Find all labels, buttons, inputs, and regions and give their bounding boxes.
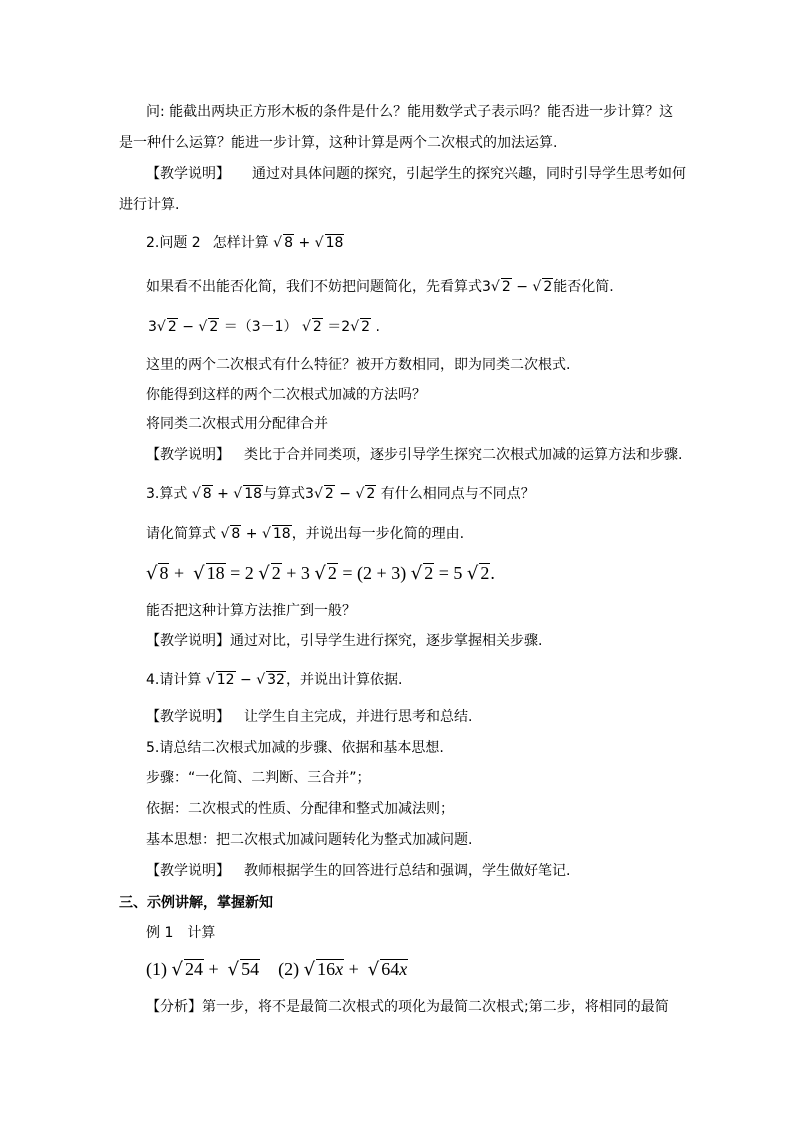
basis-line: 依据：二次根式的性质、分配律和整式加减法则；	[146, 801, 454, 817]
plus-sign: +	[245, 526, 258, 542]
sqrt-8: √ 8	[273, 235, 294, 251]
teaching-note-1	[146, 164, 686, 184]
note-tag: 【教学说明】	[146, 166, 230, 182]
plus-sign: +	[208, 959, 219, 979]
sqrt-18: √ 18	[193, 563, 225, 584]
sqrt-18: √ 18	[314, 235, 344, 251]
sqrt-2: √ 2	[490, 279, 511, 295]
plus-sign: +	[217, 486, 229, 502]
plus-sign: +	[173, 563, 185, 583]
note-tag: 【教学说明】	[146, 709, 230, 725]
question-2-label: 2.问题 2	[146, 235, 201, 251]
sqrt-8: √ 8	[146, 563, 169, 584]
minus-sign: −	[182, 319, 194, 335]
sqrt-54: √ 54	[227, 959, 260, 980]
teaching-note-2	[146, 445, 682, 465]
minus-sign: −	[516, 279, 528, 295]
note-text: 通过对具体问题的探究，引起学生的探究兴趣，同时引导学生思考如何	[252, 166, 686, 182]
question-line-2: 是一种什么运算？能进一步计算，这种计算是两个二次根式的加法运算.	[119, 135, 558, 151]
teaching-note-4	[146, 707, 472, 727]
equals-2: = 2	[230, 563, 254, 583]
note-text: 教师根据学生的回答进行总结和强调，学生做好笔记.	[244, 863, 571, 879]
sqrt-18: √ 18	[261, 526, 291, 542]
sqrt-2: √ 2	[466, 563, 490, 584]
feature-text: 这里的两个二次根式有什么特征？被开方数相同，即为同类二次根式.	[146, 357, 571, 373]
sqrt-8: √ 8	[191, 486, 212, 502]
question-4	[146, 670, 402, 690]
section-heading: 三、示例讲解，掌握新知	[119, 895, 273, 911]
sqrt-18: √ 18	[233, 486, 263, 502]
sqrt-2: √ 2	[314, 563, 337, 584]
question-3	[146, 484, 535, 504]
example-1-expressions	[146, 956, 408, 983]
part-2-label: (2)	[278, 959, 300, 979]
steps-line: 步骤：“一化简、二判断、三合并”；	[146, 770, 371, 786]
analysis-tag: 【分析】	[146, 999, 202, 1015]
sqrt-2: √ 2	[313, 486, 334, 502]
question-line-1: 问: 能截出两块正方形木板的条件是什么？能用数学式子表示吗？能否进一步计算？这	[146, 104, 674, 120]
plus-3: + 3	[286, 563, 310, 583]
question-4-end: ，并说出计算依据.	[285, 672, 403, 688]
simplify-paragraph	[146, 277, 614, 297]
sqrt-2: √ 2	[410, 563, 434, 584]
period: .	[490, 563, 495, 583]
sqrt-2: √ 2	[198, 319, 219, 335]
teaching-note-1-cont: 进行计算.	[119, 197, 180, 213]
simplify-text-end: 能否化简.	[553, 279, 614, 295]
sqrt-32: √ 32	[256, 672, 285, 688]
part-1-label: (1)	[146, 959, 167, 979]
idea-line: 基本思想：把二次根式加减问题转化为整式加减问题.	[146, 832, 473, 848]
question-2-text: 怎样计算	[212, 235, 269, 251]
simplify-request-text: 请化简算式	[146, 526, 216, 542]
sqrt-2: √ 2	[301, 319, 322, 335]
simplify-request-end: ，并说出每一步化简的理由.	[291, 526, 465, 542]
equation-2	[146, 561, 495, 586]
sqrt-64x: √ 64x	[367, 959, 408, 980]
sqrt-2: √ 2	[355, 486, 376, 502]
teaching-note-3	[146, 631, 542, 651]
question-5: 5.请总结二次根式加减的步骤、依据和基本思想.	[146, 740, 444, 756]
method-question: 你能得到这样的两个二次根式加减的方法吗？	[146, 387, 426, 403]
analysis-line	[146, 997, 669, 1017]
minus-sign: −	[240, 672, 252, 688]
simplify-text: 如果看不出能否化简，我们不妨把问题简化，先看算式	[146, 279, 482, 295]
sqrt-2: √ 2	[532, 279, 553, 295]
equals-sum: = (2 + 3)	[342, 563, 407, 583]
equation-end: ＝2	[327, 319, 351, 335]
equals-5: = 5	[438, 563, 463, 583]
sqrt-24: √ 24	[171, 959, 203, 980]
analysis-text: 第一步，将不是最简二次根式的项化为最简二次根式;第二步，将相同的最简	[202, 999, 669, 1015]
coef-3: 3	[482, 279, 491, 295]
question-3-mid: 与算式	[263, 486, 306, 502]
equation-mid: ＝（3－1）	[223, 319, 298, 335]
question-2	[146, 233, 344, 253]
sqrt-2: √ 2	[258, 563, 281, 584]
minus-sign: −	[339, 486, 351, 502]
coef-3: 3	[148, 319, 157, 335]
note-text: 让学生自主完成，并进行思考和总结.	[244, 709, 473, 725]
sqrt-8: √ 8	[220, 526, 241, 542]
coef-3: 3	[305, 486, 314, 502]
question-4-text: 4.请计算	[146, 672, 202, 688]
question-3-label: 3.算式	[146, 486, 188, 502]
plus-sign: +	[348, 959, 359, 979]
question-3-end: 有什么相同点与不同点？	[380, 486, 535, 502]
plus-sign: +	[298, 235, 311, 251]
example-1-title: 例 1 计算	[146, 925, 216, 941]
sqrt-16x: √ 16x	[303, 959, 344, 980]
generalize-question: 能否把这种计算方法推广到一般？	[146, 603, 356, 619]
note-tag: 【教学说明】	[146, 447, 230, 463]
simplify-request	[146, 524, 464, 544]
sqrt-2: √ 2	[156, 319, 177, 335]
teaching-note-5	[146, 861, 570, 881]
note-tag: 【教学说明】	[146, 863, 230, 879]
method-answer: 将同类二次根式用分配律合并	[146, 416, 328, 432]
note-text: 类比于合并同类项，逐步引导学生探究二次根式加减的运算方法和步骤.	[244, 447, 683, 463]
period: .	[375, 319, 380, 335]
sqrt-2: √ 2	[350, 319, 371, 335]
note-tag: 【教学说明】	[146, 633, 230, 649]
sqrt-12: √ 12	[205, 672, 235, 688]
note-text: 通过对比，引导学生进行探究，逐步掌握相关步骤.	[230, 633, 543, 649]
equation-1	[148, 317, 380, 337]
